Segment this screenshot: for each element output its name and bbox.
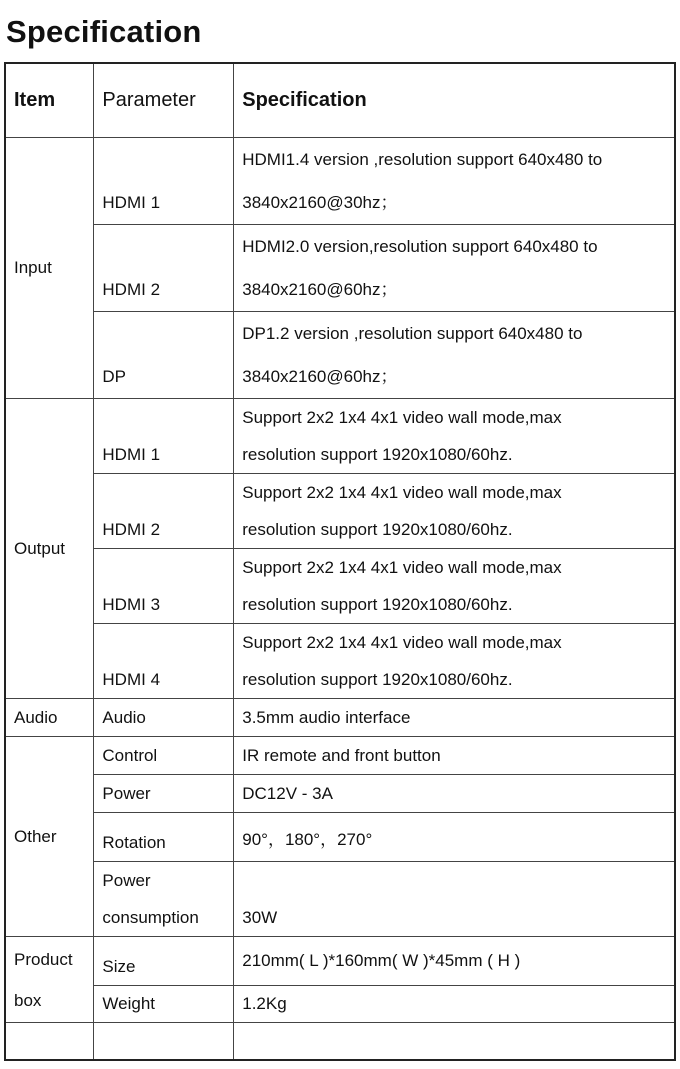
header-row bbox=[5, 63, 675, 138]
table-row bbox=[5, 474, 675, 549]
table-row bbox=[5, 775, 675, 813]
param-cell: Weight bbox=[94, 986, 234, 1023]
param-cell: HDMI 2 bbox=[94, 225, 234, 312]
param-cell: Control bbox=[94, 737, 234, 775]
spec-cell: 3.5mm audio interface bbox=[234, 699, 675, 737]
spec-cell: DC12V - 3A bbox=[234, 775, 675, 813]
spec-cell: HDMI1.4 version ,resolution support 640x480 to 3840x2160@30hz； bbox=[234, 138, 675, 225]
spec-table bbox=[4, 62, 676, 1061]
table-row bbox=[5, 737, 675, 775]
table-row bbox=[5, 624, 675, 699]
param-cell: HDMI 4 bbox=[94, 624, 234, 699]
table-row bbox=[5, 937, 675, 986]
spec-cell: HDMI2.0 version,resolution support 640x480 to 3840x2160@60hz； bbox=[234, 225, 675, 312]
table-row bbox=[5, 399, 675, 474]
param-cell: HDMI 1 bbox=[94, 399, 234, 474]
empty-cell bbox=[234, 1023, 675, 1060]
param-cell: HDMI 1 bbox=[94, 138, 234, 225]
empty-cell bbox=[94, 1023, 234, 1060]
header-specification: Specification bbox=[234, 63, 675, 138]
param-cell: Power consumption bbox=[94, 862, 234, 937]
table-row bbox=[5, 862, 675, 937]
table-row bbox=[5, 225, 675, 312]
spec-cell: 210mm( L )*160mm( W )*45mm ( H ) bbox=[234, 937, 675, 986]
header-parameter: Parameter bbox=[94, 63, 234, 138]
item-other: Other bbox=[5, 737, 94, 937]
param-cell: Audio bbox=[94, 699, 234, 737]
spec-cell: 90°，180°，270° bbox=[234, 813, 675, 862]
item-output: Output bbox=[5, 399, 94, 699]
spec-cell: DP1.2 version ,resolution support 640x480 to 3840x2160@60hz； bbox=[234, 312, 675, 399]
param-cell: Power bbox=[94, 775, 234, 813]
page-title: Specification bbox=[6, 14, 202, 49]
table-row bbox=[5, 312, 675, 399]
table-row bbox=[5, 138, 675, 225]
spec-cell: Support 2x2 1x4 4x1 video wall mode,max resolution support 1920x1080/60hz. bbox=[234, 549, 675, 624]
spec-cell: Support 2x2 1x4 4x1 video wall mode,max resolution support 1920x1080/60hz. bbox=[234, 399, 675, 474]
spec-cell: 1.2Kg bbox=[234, 986, 675, 1023]
spec-cell: Support 2x2 1x4 4x1 video wall mode,max resolution support 1920x1080/60hz. bbox=[234, 624, 675, 699]
table-row bbox=[5, 699, 675, 737]
header-item: Item bbox=[5, 63, 94, 138]
spec-cell: IR remote and front button bbox=[234, 737, 675, 775]
param-cell: HDMI 3 bbox=[94, 549, 234, 624]
spec-cell: Support 2x2 1x4 4x1 video wall mode,max resolution support 1920x1080/60hz. bbox=[234, 474, 675, 549]
table-row bbox=[5, 986, 675, 1023]
empty-row bbox=[5, 1023, 675, 1060]
param-cell: Rotation bbox=[94, 813, 234, 862]
param-cell: DP bbox=[94, 312, 234, 399]
table-row bbox=[5, 549, 675, 624]
item-product-box: Product box bbox=[5, 937, 94, 1023]
spec-cell: 30W bbox=[234, 862, 675, 937]
item-audio: Audio bbox=[5, 699, 94, 737]
param-cell: Size bbox=[94, 937, 234, 986]
param-cell: HDMI 2 bbox=[94, 474, 234, 549]
item-input: Input bbox=[5, 138, 94, 399]
table-row bbox=[5, 813, 675, 862]
empty-cell bbox=[5, 1023, 94, 1060]
